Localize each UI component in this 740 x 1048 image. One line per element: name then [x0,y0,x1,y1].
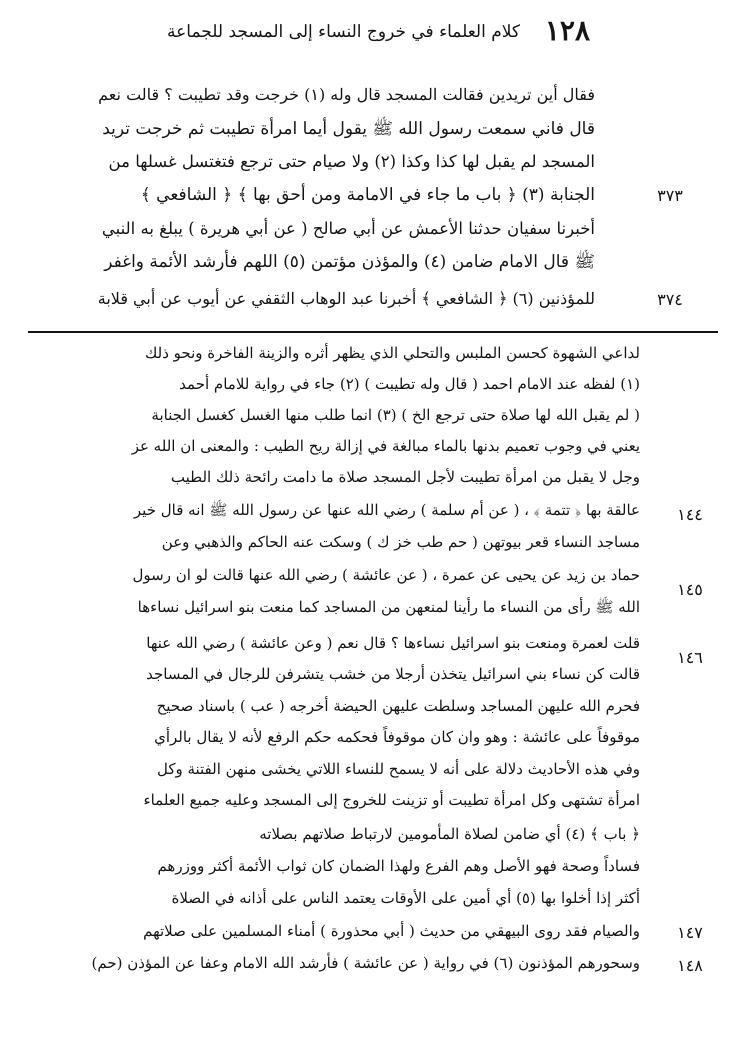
note-line: عالقة بها ﴿ تتمة ﴾ ، ( عن أم سلمة ) رضي الله عنها عن رسول الله ﷺ انه قال خير [133,501,640,519]
note-line: قالت كن نساء بني اسرائيل يتخذن أرجلا من خشب يتشرفن للرجال في المساجد [146,665,640,683]
margin-note-number: ١٤٤ [677,505,703,524]
note-line: قلت لعمرة ومنعت بنو اسرائيل نساءها ؟ قال نعم ( وعن عائشة ) رضي الله عنها [146,634,640,652]
note-line: فحرم الله عليهن المساجد وسلطت عليهن الحيضة أخرجه ( عب ) باسناد صحيح [156,697,640,715]
note-line: ﴿ باب ﴾ (٤) أي ضامن لصلاة المأمومين لارتباط صلاتهم بصلاته [259,825,640,843]
note-line: (١) لفظه عند الامام احمد ( قال وله تطيبت ) (٢) جاء في رواية للامام أحمد [179,375,640,393]
note-line: فساداً وصحة فهو الأصل وهم الفرع ولهذا الضمان كان ثواب الأئمة أكثر ووزرهم [157,857,640,875]
footnote-divider [28,331,718,333]
page-header [120,14,590,54]
margin-note-number: ١٤٦ [677,648,703,667]
note-line: وجل لا يقبل من امرأة تطيبت لأجل المسجد صلاة ما دامت رائحة ذلك الطيب [170,468,640,486]
note-line: لداعي الشهوة كحسن الملبس والتحلي الذي يظهر أثره والزينة الفاخرة ونحو ذلك [144,344,640,362]
note-line: وسحورهم المؤذنون (٦) في رواية ( عن عائشة ) فأرشد الله الامام وعفا عن المؤذن (حم) [91,954,640,972]
running-title: كلام العلماء في خروج النساء إلى المسجد للجماعة [167,22,520,42]
note-line: يعني في وجوب تعميم بدنها بالماء مبالغة في إزالة ريح الطيب : والمعنى ان الله عز [131,437,640,455]
note-line: أكثر إذا أخلوا بها (٥) أي أمين على الأوقات يعتمد الناس على أذانه في الصلاة [171,889,640,907]
main-line: للمؤذنين (٦) ﴿ الشافعي ﴾ أخبرنا عبد الوهاب الثقفي عن أيوب عن أبي قلابة [97,289,595,308]
note-line: وفي هذه الأحاديث دلالة على أنه لا يسمح للنساء اللاتي يخشى منهن الفتنة وكل [156,760,640,778]
note-line: امرأة تشتهى وكل امرأة تطيبت أو تزينت للخروج إلى المسجد وعليه جميع العلماء [143,791,640,809]
main-line: قال فاني سمعت رسول الله ﷺ يقول أيما امرأة تطيبت ثم خرجت تريد [102,119,595,139]
note-line: مساجد النساء قعر بيوتهن ( حم طب خز ك ) وسكت عنه الحاكم والذهبي وعن [161,533,640,551]
main-line: ﷺ قال الامام ضامن (٤) والمؤذن مؤتمن (٥) اللهم فأرشد الأئمة واغفر [104,252,595,272]
note-line: الله ﷺ رأى من النساء ما رأينا لمنعهن من المساجد كما منعت بنو اسرائيل نساءها [137,598,640,616]
main-line: فقال أين تريدين فقالت المسجد قال وله (١) خرجت وقد تطيبت ؟ قالت نعم [98,85,595,104]
margin-note-number: ١٤٧ [677,923,703,942]
main-line: الجنابة (٣) ﴿ باب ما جاء في الامامة ومن أحق بها ﴾ ﴿ الشافعي ﴾ [140,185,595,205]
margin-hadith-number: ٣٧٣ [657,186,683,205]
note-line: والصيام فقد روى البيهقي من حديث ( أبي محذورة ) أمناء المسلمين على صلاتهم [143,922,640,940]
main-line: أخبرنا سفيان حدثنا الأعمش عن أبي صالح ( عن أبي هريرة ) يبلغ به النبي [101,219,595,238]
page-number: ١٢٨ [544,14,590,47]
margin-note-number: ١٤٨ [677,956,703,975]
note-line: موقوفاً على عائشة : وهو وان كان موقوفاً فحكمه حكم الرفع لأنه لا يقال بالرأي [154,728,640,746]
note-line: حماد بن زيد عن يحيى عن عمرة ، ( عن عائشة ) رضي الله عنها قالت لو ان رسول [132,566,640,584]
note-line: ( لم يقبل الله لها صلاة حتى ترجع الخ ) (٣) انما طلب منها الغسل كغسل الجنابة [151,406,640,424]
main-line: المسجد لم يقبل لها كذا وكذا (٢) ولا صيام حتى ترجع فتغتسل غسلها من [108,152,595,171]
margin-note-number: ١٤٥ [677,580,703,599]
margin-hadith-number: ٣٧٤ [657,290,683,309]
